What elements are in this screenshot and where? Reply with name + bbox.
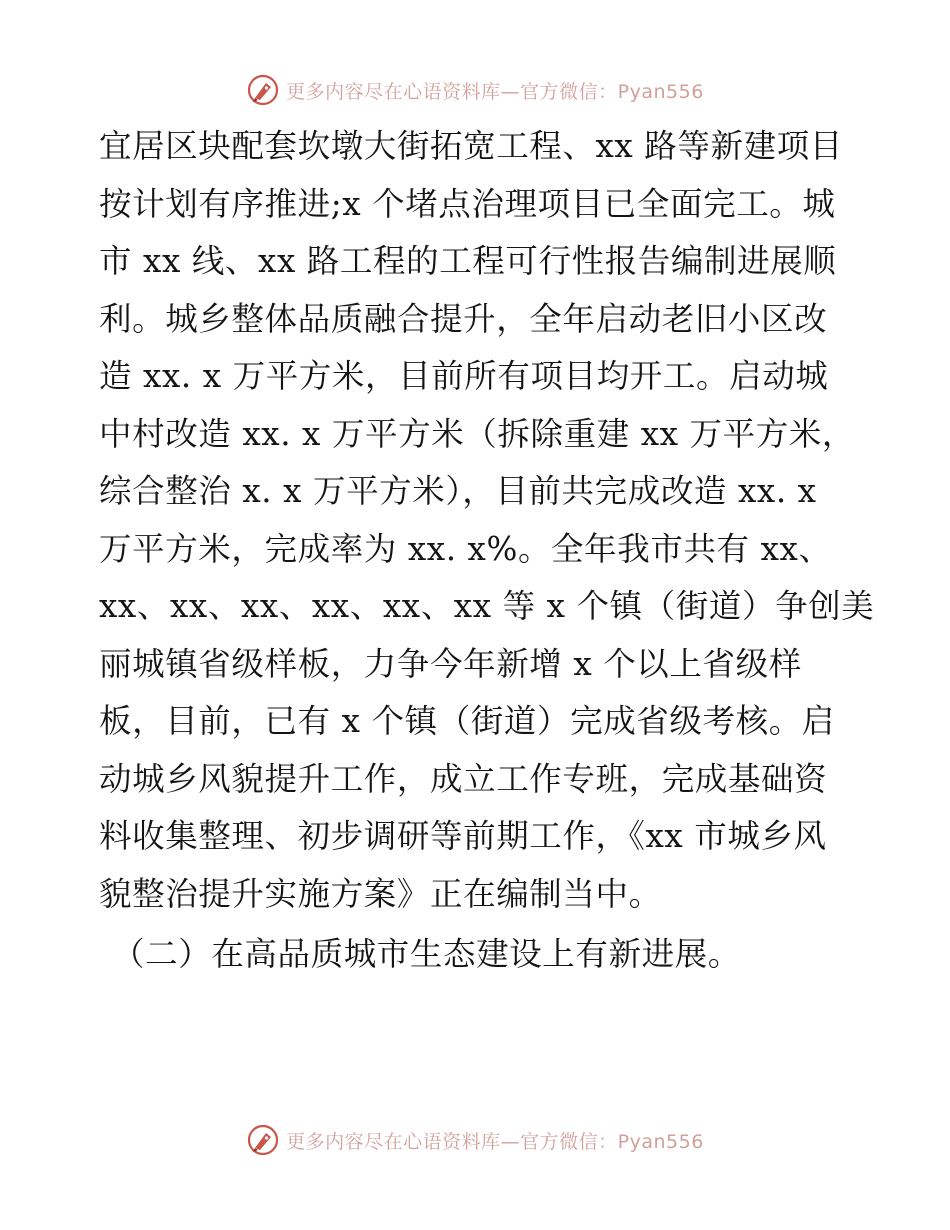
header-watermark (0, 70, 950, 110)
pen-nib-logo-icon (246, 73, 280, 107)
body-line: 中村改造 xx. x 万平方米（拆除重建 xx 万平方米， (99, 414, 856, 453)
section-heading: （二）在高品质城市生态建设上有新进展。 (112, 935, 741, 973)
body-line: 市 xx 线、xx 路工程的工程可行性报告编制进展顺 (99, 242, 837, 280)
body-line: 丽城镇省级样板，力争今年新增 x 个以上省级样 (99, 644, 802, 683)
body-line: 板，目前，已有 x 个镇（街道）完成省级考核。启 (99, 702, 835, 740)
body-line: xx、xx、xx、xx、xx、xx 等 x 个镇（街道）争创美 (99, 587, 875, 625)
watermark-text: 更多内容尽在心语资料库—官方微信：Pyan556 (286, 80, 704, 103)
body-line: 貌整治提升实施方案》正在编制当中。 (99, 874, 662, 913)
pen-nib-logo-icon (246, 1123, 280, 1157)
body-line: 综合整治 x. x 万平方米），目前共完成改造 xx. x (99, 472, 817, 510)
body-line: 动城乡风貌提升工作，成立工作专班，完成基础资 (99, 759, 828, 798)
body-line: 万平方米，完成率为 xx. x%。全年我市共有 xx、 (99, 529, 832, 568)
watermark-text: 更多内容尽在心语资料库—官方微信：Pyan556 (286, 1130, 704, 1153)
body-line: 料收集整理、初步调研等前期工作，《xx 市城乡风 (99, 817, 827, 855)
body-line: 造 xx. x 万平方米，目前所有项目均开工。启动城 (99, 357, 829, 395)
document-body (99, 118, 875, 923)
body-line: 按计划有序推进;x 个堵点治理项目已全面完工。城 (99, 184, 836, 223)
body-line: 利。城乡整体品质融合提升，全年启动老旧小区改 (99, 299, 828, 338)
footer-watermark (0, 1120, 950, 1160)
body-line: 宜居区块配套坎墩大街拓宽工程、xx 路等新建项目 (99, 127, 843, 165)
